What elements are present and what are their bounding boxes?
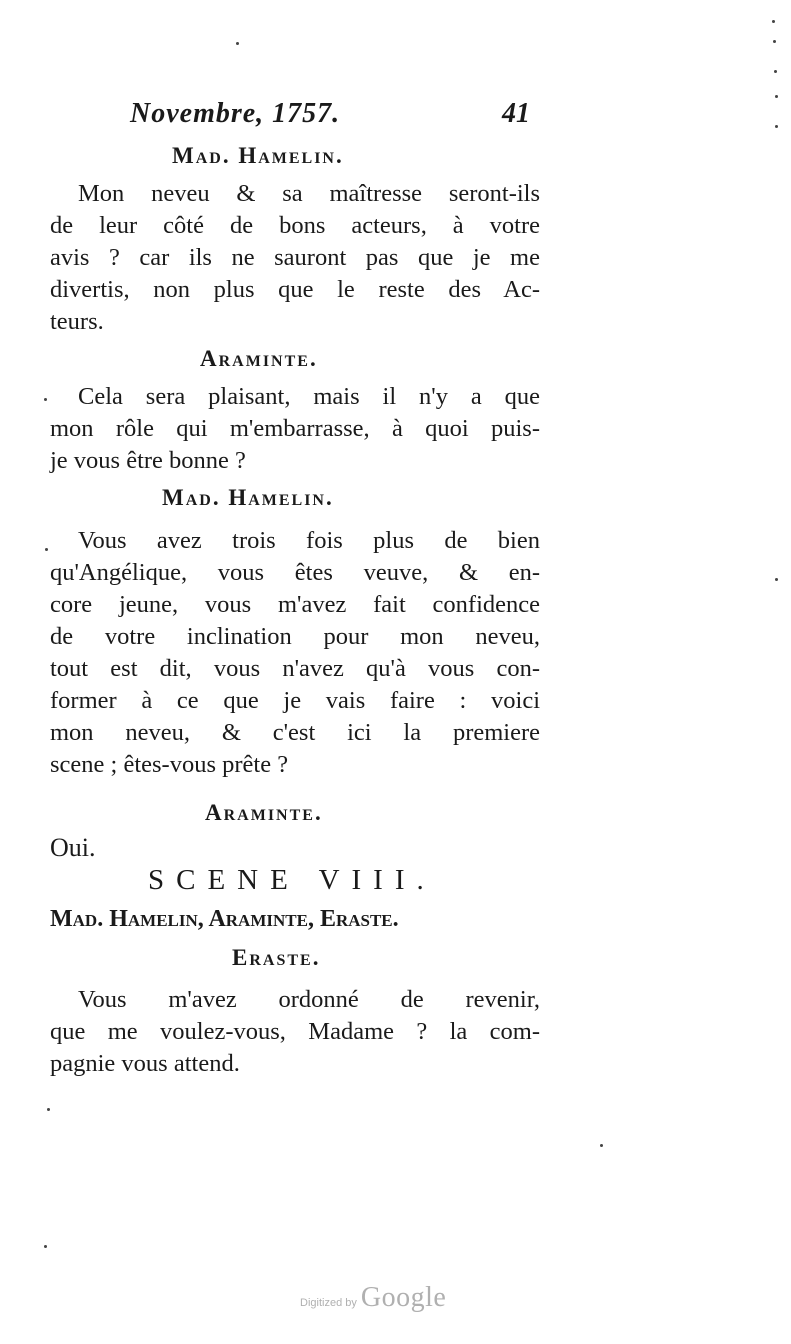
text-line: core jeune, vous m'avez fait confidence (50, 591, 540, 618)
watermark-prefix: Digitized by (300, 1297, 357, 1309)
text-line: de votre inclination pour mon neveu, (50, 623, 540, 650)
running-title: Novembre, 1757. (130, 98, 341, 129)
text-line: Oui. (50, 833, 96, 862)
text-line: tout est dit, vous n'avez qu'à vous con- (50, 655, 540, 682)
scan-speck (774, 70, 777, 73)
text-line: teurs. (50, 308, 104, 335)
scene-cast-list: Mad. Hamelin, Araminte, Eraste. (50, 906, 399, 932)
digitized-watermark (300, 1282, 446, 1314)
text-line: avis ? car ils ne sauront pas que je me (50, 244, 540, 271)
text-line: je vous être bonne ? (50, 447, 246, 474)
text-line: mon rôle qui m'embarrasse, à quoi puis- (50, 415, 540, 442)
speech-paragraph (78, 381, 540, 413)
scan-speck (45, 548, 48, 551)
text-line: de leur côté de bons acteurs, à votre (50, 212, 540, 239)
scan-speck (775, 125, 778, 128)
speaker-name: Araminte. (200, 346, 318, 371)
speaker-name: Araminte. (205, 800, 323, 825)
scan-speck (775, 95, 778, 98)
text-line: que me voulez-vous, Madame ? la com- (50, 1018, 540, 1045)
speech-paragraph (50, 210, 540, 338)
speech-paragraph (78, 525, 540, 557)
text-line: mon neveu, & c'est ici la premiere (50, 719, 540, 746)
speaker-name: Mad. Hamelin. (162, 485, 334, 510)
speech-paragraph (50, 832, 540, 864)
speech-paragraph (78, 178, 540, 210)
page-number: 41 (502, 98, 530, 129)
text-line: Vous avez trois fois plus de bien (78, 527, 540, 554)
text-line: Vous m'avez ordonné de revenir, (78, 986, 540, 1013)
scan-speck (773, 40, 776, 43)
text-line: former à ce que je vais faire : voici (50, 687, 540, 714)
scene-heading: SCENE VIII. (148, 864, 436, 896)
google-logo: Google (360, 1282, 447, 1313)
scan-speck (47, 1108, 50, 1111)
text-line: scene ; êtes-vous prête ? (50, 751, 289, 778)
speaker-name: Eraste. (232, 945, 321, 970)
scan-speck (44, 1245, 47, 1248)
text-line: Mon neveu & sa maîtresse seront-ils (78, 180, 540, 207)
text-line: pagnie vous attend. (50, 1050, 240, 1077)
speaker-name: Mad. Hamelin. (172, 143, 344, 168)
scan-speck (772, 20, 775, 23)
text-line: qu'Angélique, vous êtes veuve, & en- (50, 559, 540, 586)
speech-paragraph (50, 557, 540, 781)
text-line: divertis, non plus que le reste des Ac- (50, 276, 540, 303)
text-line: Cela sera plaisant, mais il n'y a que (78, 383, 540, 410)
scan-speck (775, 578, 778, 581)
scan-speck (236, 42, 239, 45)
speech-paragraph (78, 984, 540, 1016)
scan-speck (600, 1144, 603, 1147)
speech-paragraph (50, 1016, 540, 1080)
speech-paragraph (50, 413, 540, 477)
scan-speck (44, 398, 47, 401)
